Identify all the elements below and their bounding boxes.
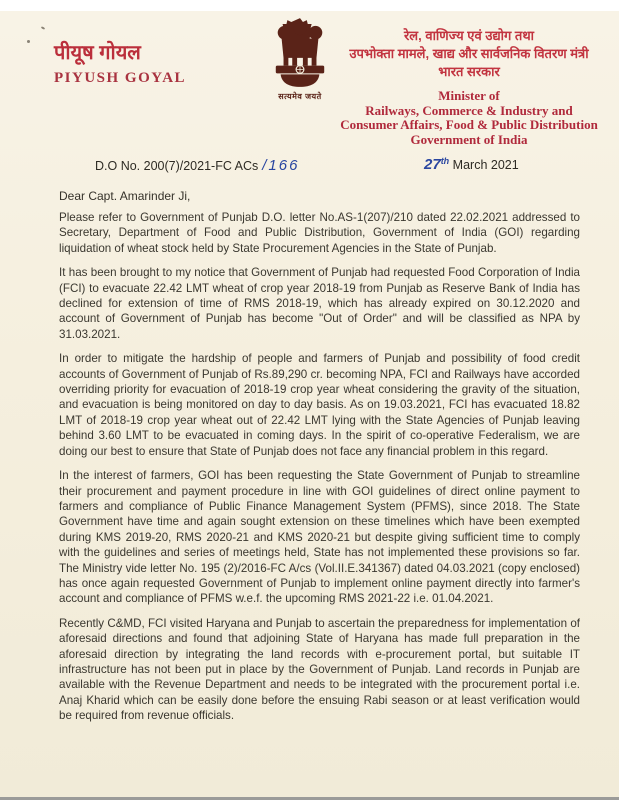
date-ordinal-suffix: th <box>440 156 450 166</box>
minister-name-block <box>54 41 186 87</box>
ministry-hindi-line: उपभोक्ता मामले, खाद्य और सार्वजनिक वितरण मंत्री <box>349 46 589 61</box>
letter-paragraph: In the interest of farmers, GOI has been requesting the State Government of Punjab to streamline their procurement and payment procedure in line with GOI guidelines of direct online payment to farmers and compliance of Public Finance Management System (PFMS), since 2018. The State Government have time and again sought extension on these timelines which have been exempted during KMS 2019-20, RMS 2020-21 and KMS 2020-21 but despite giving sufficient time to comply with the guidelines and series of meetings held, State has not implemented these provisions so far. The Ministry vide letter No. 195 (2)/2016-FC A/cs (Vol.II.E.341367) dated 04.03.2021 (copy enclosed) has once again requested Government of Punjab to implement online payment directly into farmer's account and compliance of PFMS w.e.f. the upcoming RMS 2021-22 i.e. 01.04.2021. <box>59 469 580 606</box>
minister-name-hindi: पीयूष गोयल <box>54 42 141 64</box>
ministry-english-line: Minister of <box>438 88 500 103</box>
do-number: D.O No. 200(7)/2021-FC ACs <box>95 159 259 173</box>
letter-page <box>0 11 619 800</box>
photo-artifact-speck <box>27 40 30 43</box>
letter-paragraph: Please refer to Government of Punjab D.O. letter No.AS-1(207)/210 dated 22.02.2021 addressed to Secretary, Department of Food and Public Distribution, Government of India (GOI) regarding liquidation of wheat stock held by State Procurement Agencies in the State of Punjab. <box>59 211 580 255</box>
ministry-designation-hindi <box>328 27 610 81</box>
letter-date <box>424 156 519 173</box>
letter-body <box>59 210 580 733</box>
ministry-designation-english <box>328 89 610 147</box>
ministry-hindi-line: रेल, वाणिज्य एवं उद्योग तथा <box>403 28 535 43</box>
national-emblem-block <box>264 15 336 102</box>
letter-paragraph: Recently C&MD, FCI visited Haryana and Punjab to ascertain the preparedness for implementation of aforesaid directions and found that adjoining State of Haryana has made full preparation in the aforesaid direction by integrating the land records with e-procurement portal, but suitable IT infrastructure has not been put in place by the Government of Punjab. Land records in Punjab are available with the Revenue Department and needs to be integrated with the procurement portal i.e. Anaj Kharid which can be easily done before the ensuing Rabi season or at least verification would be required from revenue officials. <box>59 616 580 723</box>
ministry-designation-block <box>328 27 610 147</box>
salutation: Dear Capt. Amarinder Ji, <box>59 189 191 203</box>
photo-artifact-speck <box>41 26 45 30</box>
ministry-english-line: Consumer Affairs, Food & Public Distribution <box>340 117 598 132</box>
ashoka-lion-capital-icon <box>264 15 336 91</box>
emblem-motto: सत्यमेव जयते <box>278 92 322 101</box>
ministry-hindi-line: भारत सरकार <box>438 64 500 79</box>
letter-paragraph: In order to mitigate the hardship of people and farmers of Punjab and possibility of food credit accounts of Government of Punjab of Rs.89,290 cr. becoming NPA, FCI and Railways have accorded overriding priority for evacuation of 2018-19 crop year wheat considering the gravity of the situation, and evacuation is being monitored on day to day basis. As on 19.03.2021, FCI has evacuated 18.82 LMT of 2018-19 crop year wheat out of 22.42 LMT lying with the State Agencies of Punjab leaving behind 3.60 LMT to be evacuated in coming days. In the spirit of co-operative Federalism, we are doing our best to ensure that State of Punjab does not face any financial problem in this regard. <box>59 352 580 458</box>
do-reference-line <box>95 157 299 174</box>
letter-paragraph: It has been brought to my notice that Government of Punjab had requested Food Corporation of India (FCI) to evacuate 22.42 LMT wheat of crop year 2018-19 from Punjab as Reserve Bank of India has declined for extension of time of RMS 2018-19, which has already expired on 30.12.2020 and account of Government of Punjab has become "Out of Order" and will be classified as NPA by 31.03.2021. <box>59 266 580 341</box>
ministry-english-line: Government of India <box>410 131 528 147</box>
ministry-english-line: Railways, Commerce & Industry and <box>365 102 573 118</box>
date-month-year: March 2021 <box>452 158 519 173</box>
date-day-handwritten: 27 <box>424 156 441 174</box>
do-number-handwritten: /166 <box>262 157 300 174</box>
minister-name-english: PIYUSH GOYAL <box>54 70 187 86</box>
